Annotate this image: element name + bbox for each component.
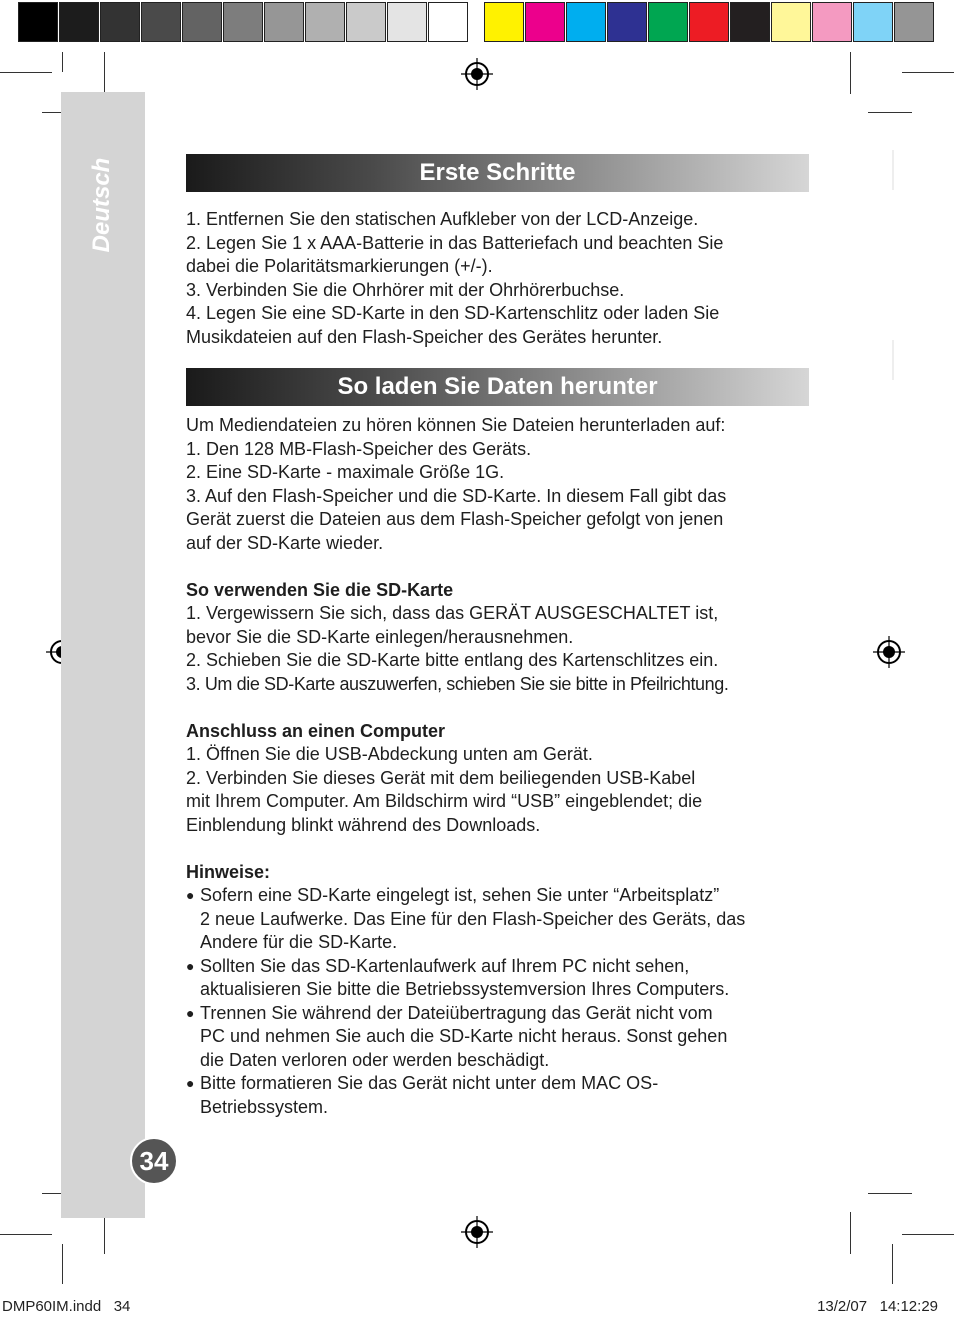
text-line: Andere für die SD-Karte. [200,932,398,952]
text-line: dabei die Polaritätsmarkierungen (+/-). [186,256,493,276]
subheading-sd-card: So verwenden Sie die SD-Karte [186,579,454,600]
color-swatch [566,2,606,42]
crop-mark [902,72,954,73]
text-line: 3. Um die SD-Karte auszuwerfen, schieben Sie sie bitte in Pfeilrichtung. [186,673,729,694]
text-line: 2 neue Laufwerke. Das Eine für den Flash-Speicher des Geräts, das [200,908,746,929]
color-swatch [525,2,565,42]
text-line: Sollten Sie das SD-Kartenlaufwerk auf Ihrem PC nicht sehen, [200,955,690,976]
crop-mark [850,52,851,94]
section-title: So laden Sie Daten herunter [337,373,658,400]
color-swatch [484,2,524,42]
crop-mark [0,72,52,73]
registration-mark-icon [873,636,905,668]
color-swatch [346,2,386,42]
color-swatch [141,2,181,42]
text-line: 4. Legen Sie eine SD-Karte in den SD-Kartenschlitz oder laden Sie [186,303,720,323]
gray-color-bar [18,2,469,46]
language-label: Deutsch [88,157,115,253]
text-line: Trennen Sie während der Dateiübertragung das Gerät nicht vom [200,1002,713,1023]
crop-mark [62,52,63,72]
registration-mark-icon [461,1216,493,1248]
text-line: die Daten verloren oder werden beschädigt. [200,1049,550,1070]
color-swatch [730,2,770,42]
color-swatch [182,2,222,42]
process-color-bar [484,2,935,46]
text-line: 1. Vergewissern Sie sich, dass das GERÄT AUSGESCHALTET ist, [186,603,719,623]
color-swatch [894,2,934,42]
text-line: 2. Schieben Sie die SD-Karte bitte entlang des Kartenschlitzes ein. [186,650,719,670]
crop-mark [868,1193,912,1194]
color-swatch [812,2,852,42]
color-swatch [100,2,140,42]
bullet-icon: ● [186,1075,195,1091]
crop-mark [0,1234,52,1235]
text-line: auf der SD-Karte wieder. [186,532,384,553]
bullet-icon: ● [186,1004,195,1021]
color-swatch [648,2,688,42]
note-item [186,884,826,955]
text-line: 2. Verbinden Sie dieses Gerät mit dem beiliegenden USB-Kabel [186,767,696,788]
color-swatch [689,2,729,42]
color-swatch [428,2,468,42]
note-item [186,1072,826,1119]
color-swatch [853,2,893,42]
crop-mark [62,1244,63,1284]
subheading-notes: Hinweise: [186,861,271,882]
text-line: Sofern eine SD-Karte eingelegt ist, sehen Sie unter “Arbeitsplatz” [200,885,720,905]
text-line: Betriebssystem. [200,1096,329,1117]
getting-started-text [186,208,826,349]
text-line: aktualisieren Sie bitte die Betriebssystemversion Ihres Computers. [200,979,730,999]
text-line: Gerät zuerst die Dateien aus dem Flash-Speicher gefolgt von jenen [186,509,724,529]
text-line: 3. Verbinden Sie die Ohrhörer mit der Ohrhörerbuchse. [186,279,625,300]
color-swatch [18,2,58,42]
text-line: 1. Entfernen Sie den statischen Aufkleber von der LCD-Anzeige. [186,209,699,229]
color-swatch [223,2,263,42]
download-text [186,414,826,1119]
section-title: Erste Schritte [419,159,576,186]
text-line: bevor Sie die SD-Karte einlegen/herausnehmen. [186,626,574,647]
color-swatch [607,2,647,42]
margin-guide [892,340,894,380]
text-line: Einblendung blinkt während des Downloads. [186,814,541,835]
text-line: Bitte formatieren Sie das Gerät nicht unter dem MAC OS- [200,1073,659,1093]
crop-mark [104,1212,105,1254]
bullet-icon: ● [186,957,195,974]
text-line: 2. Legen Sie 1 x AAA-Batterie in das Batteriefach und beachten Sie [186,232,724,253]
note-item [186,1002,826,1073]
subheading-computer: Anschluss an einen Computer [186,720,446,741]
color-swatch [771,2,811,42]
language-sidebar [61,92,145,1218]
bullet-icon: ● [186,887,195,903]
color-swatch [59,2,99,42]
crop-mark [868,112,912,113]
text-line: 3. Auf den Flash-Speicher und die SD-Karte. In diesem Fall gibt das [186,485,727,506]
text-line: Musikdateien auf den Flash-Speicher des Gerätes herunter. [186,326,663,347]
margin-guide [892,150,894,190]
color-swatch [305,2,345,42]
crop-mark [902,1234,954,1235]
text-line: PC und nehmen Sie auch die SD-Karte nicht heraus. Sonst gehen [200,1026,728,1046]
text-line: mit Ihrem Computer. Am Bildschirm wird “USB” eingeblendet; die [186,791,703,811]
text-line: 1. Den 128 MB-Flash-Speicher des Geräts. [186,438,532,459]
slug-file-name: DMP60IM.indd 34 [2,1298,131,1315]
section-header-daten-herunterladen [186,368,809,406]
slug-date-time: 13/2/07 14:12:29 [817,1298,938,1315]
crop-mark [892,1244,893,1284]
registration-mark-icon [461,58,493,90]
section-header-erste-schritte [186,154,809,192]
page-number: 34 [130,1137,178,1185]
color-swatch [264,2,304,42]
text-line: 1. Öffnen Sie die USB-Abdeckung unten am Gerät. [186,744,593,764]
text-line: 2. Eine SD-Karte - maximale Größe 1G. [186,462,505,482]
crop-mark [104,52,105,94]
note-item [186,955,826,1002]
crop-mark [850,1212,851,1254]
color-swatch [387,2,427,42]
text-line: Um Mediendateien zu hören können Sie Dateien herunterladen auf: [186,415,726,435]
